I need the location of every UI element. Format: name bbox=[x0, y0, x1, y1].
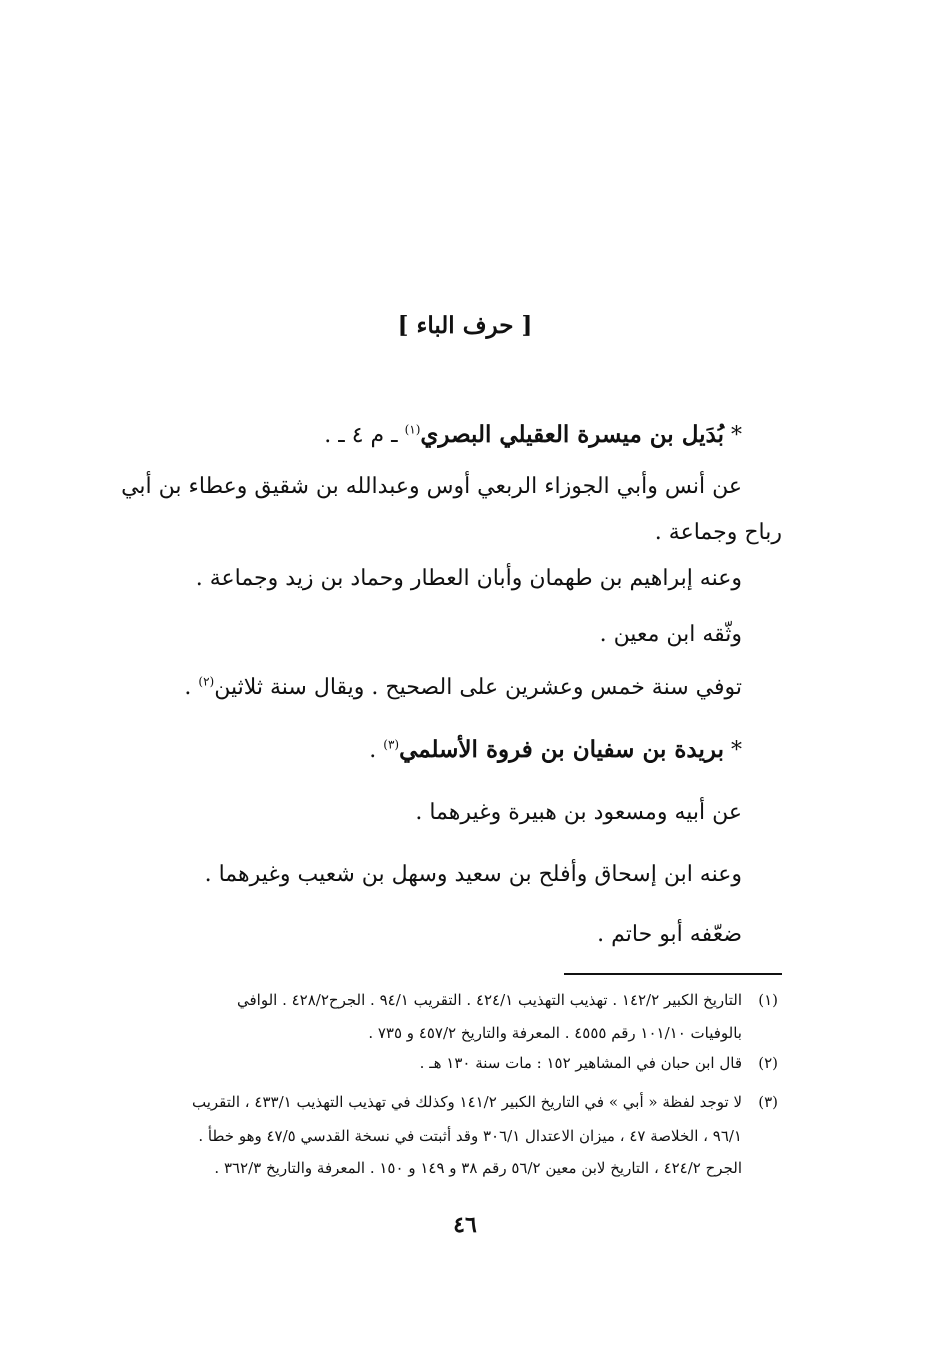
entry-2-teachers: عن أبيه ومسعود بن هبيرة وغيرهما . bbox=[415, 800, 742, 825]
footnote-2-line-1 bbox=[420, 1053, 778, 1073]
entry-2-header bbox=[369, 735, 742, 766]
entry-1-header bbox=[324, 420, 742, 451]
section-heading: [ حرف الباء ] bbox=[397, 312, 533, 339]
entry-1-star: * bbox=[731, 423, 742, 448]
entry-1-teachers-line-2: رباح وجماعة . bbox=[654, 520, 782, 545]
footnote-separator bbox=[564, 973, 782, 975]
footnote-2-text-1: قال ابن حبان في المشاهير ١٥٢ : مات سنة ١٣٠ هـ . bbox=[419, 1054, 742, 1072]
entry-2-title: بريدة بن سفيان بن فروة الأسلمي bbox=[399, 736, 724, 763]
entry-1-death-text: توفي سنة خمس وعشرين على الصحيح . ويقال سنة ثلاثين bbox=[214, 675, 742, 700]
page-number: ٤٦ bbox=[453, 1212, 477, 1238]
footnote-3-line-3: الجرح ٤٢٤/٢ ، التاريخ لابن معين ٥٦/٢ رقم ٣٨ و ١٤٩ و ١٥٠ . المعرفة والتاريخ ٣٦٢/٣ . bbox=[214, 1159, 742, 1177]
footnote-1-line-1 bbox=[237, 990, 778, 1010]
entry-1-title-suffix: ـ م ٤ ـ . bbox=[324, 423, 405, 448]
entry-2-title-suffix: . bbox=[369, 738, 384, 763]
footnote-1-text-1: التاريخ الكبير ١٤٢/٢ . تهذيب التهذيب ٤٢٤/١ . التقريب ٩٤/١ . الجرح٤٢٨/٢ . الوافي bbox=[236, 991, 742, 1009]
footnote-2-number: (٢) bbox=[758, 1054, 778, 1072]
entry-1-death bbox=[184, 673, 742, 703]
entry-2-students: وعنه ابن إسحاق وأفلح بن سعيد وسهل بن شعيب وغيرهما . bbox=[204, 862, 742, 887]
entry-1-title: بُدَيل بن ميسرة العقيلي البصري bbox=[420, 421, 724, 448]
footnote-3-line-1 bbox=[192, 1092, 778, 1112]
entry-1-note-ref: (١) bbox=[404, 422, 421, 437]
entry-1-students: وعنه إبراهيم بن طهمان وأبان العطار وحماد بن زيد وجماعة . bbox=[195, 566, 742, 591]
footnote-3-text-1: لا توجد لفظة « أبي » في التاريخ الكبير ١٤١/٢ وكذلك في تهذيب التهذيب ٤٣٣/١ ، التقريب bbox=[192, 1093, 742, 1111]
footnote-3-number: (٣) bbox=[758, 1093, 778, 1111]
footnote-3-line-2: ٩٦/١ ، الخلاصة ٤٧ ، ميزان الاعتدال ٣٠٦/١ وقد أثبتت في نسخة القدسي ٤٧/٥ وهو خطأ . bbox=[198, 1127, 742, 1145]
entry-1-grading: وثّقه ابن معين . bbox=[599, 622, 742, 647]
footnote-1-number: (١) bbox=[758, 991, 778, 1009]
entry-1-death-end: . bbox=[184, 675, 199, 700]
entry-2-grading: ضعّفه أبو حاتم . bbox=[597, 922, 742, 947]
entry-2-star: * bbox=[731, 738, 742, 763]
entry-2-note-ref: (٣) bbox=[383, 737, 400, 752]
footnote-1-line-2: بالوفيات ١٠١/١٠ رقم ٤٥٥٥ . المعرفة والتاريخ ٤٥٧/٢ و ٧٣٥ . bbox=[368, 1024, 742, 1042]
entry-1-death-note-ref: (٢) bbox=[198, 674, 215, 689]
entry-1-teachers-line-1: عن أنس وأبي الجوزاء الربعي أوس وعبدالله بن شقيق وعطاء بن أبي bbox=[121, 474, 742, 499]
